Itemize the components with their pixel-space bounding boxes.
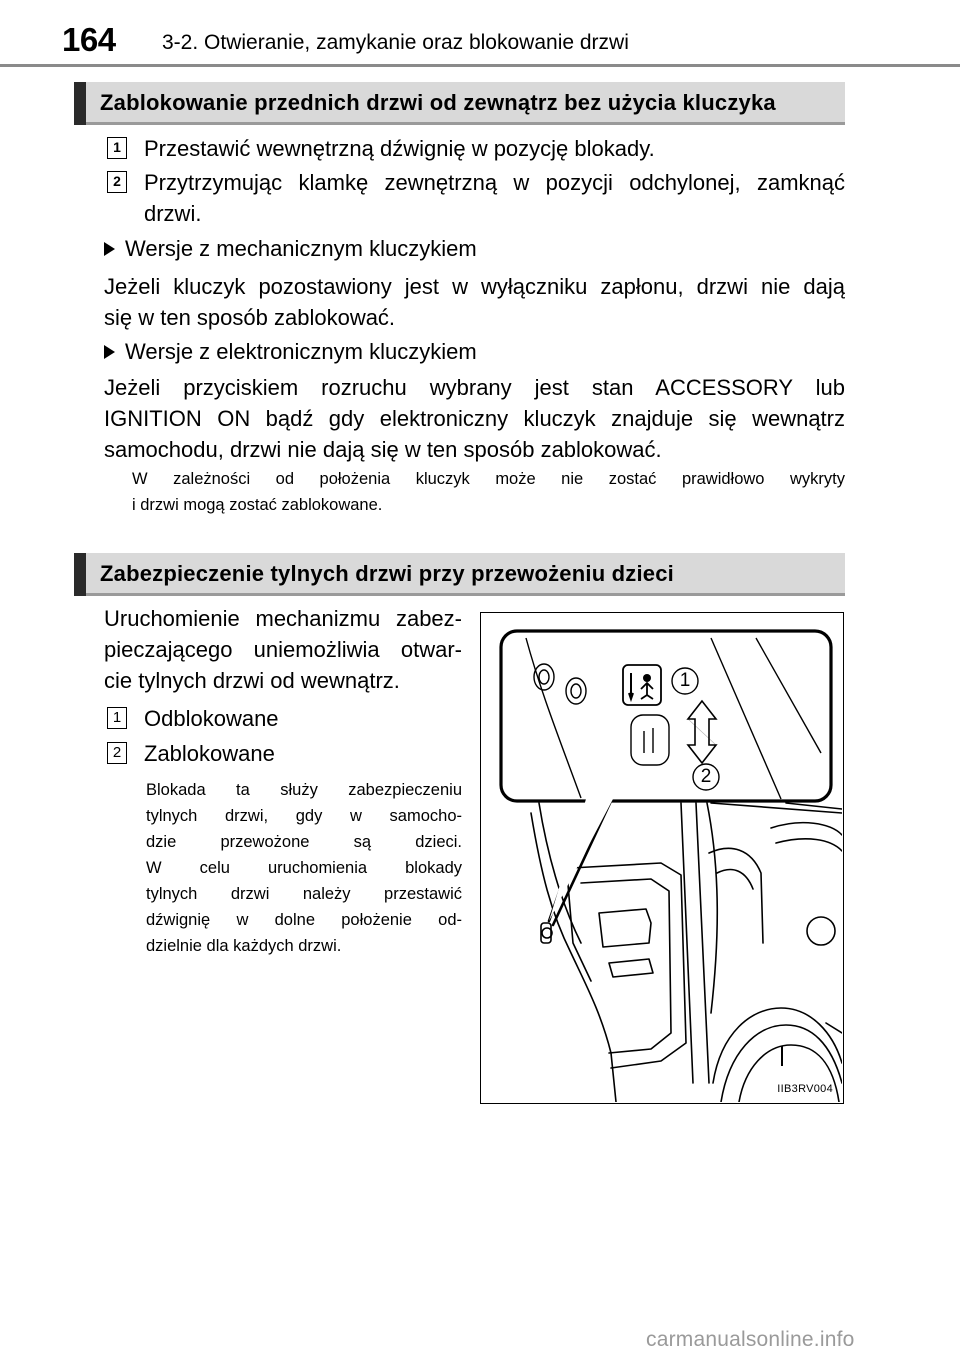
child-lock-note-line5: tylnych drzwi należy przestawić — [146, 885, 462, 903]
variant-electronic-key-text-line2: IGNITION ON bądź gdy elektroniczny kluczyk znajduje się wewnątrz — [104, 406, 845, 431]
step-2-text-line2: drzwi. — [144, 201, 202, 226]
section-header-child-lock — [74, 553, 845, 596]
triangle-bullet-icon — [104, 242, 115, 256]
item-number-badge: 2 — [107, 742, 127, 764]
variant-heading-text: Wersje z mechanicznym kluczykiem — [125, 236, 477, 261]
step-2-text-line1: Przytrzymując klamkę zewnętrzną w pozycji odchylonej, zamknąć — [144, 170, 845, 195]
variant-mechanical-key-text-line2: się w ten sposób zablokować. — [104, 305, 396, 330]
triangle-bullet-icon — [104, 345, 115, 359]
child-lock-note-line4: W celu uruchomienia blokady — [146, 859, 462, 877]
section-marker — [74, 82, 86, 125]
child-lock-note-line3: dzie przewożone są dzieci. — [146, 833, 462, 851]
item-number-badge: 1 — [107, 707, 127, 729]
rear-door-drawing — [481, 613, 842, 1102]
step-1-text: Przestawić wewnętrzną dźwignię w pozycję blokady. — [144, 136, 655, 161]
step-number-badge: 2 — [107, 171, 127, 193]
page-number: 164 — [62, 21, 116, 58]
intro-line3: cie tylnych drzwi od wewnątrz. — [104, 668, 400, 693]
intro-line2: pieczającego uniemożliwia otwar- — [104, 637, 462, 662]
watermark: carmanualsonline.info — [646, 1328, 855, 1351]
section-title: Zabezpieczenie tylnych drzwi przy przewożeniu dzieci — [100, 561, 674, 586]
variant-electronic-key-text-line3: samochodu, drzwi nie dają się w ten sposób zablokować. — [104, 437, 662, 462]
section-title: Zablokowanie przednich drzwi od zewnątrz bez użycia kluczyka — [100, 90, 776, 115]
chapter-title: 3-2. Otwieranie, zamykanie oraz blokowanie drzwi — [162, 31, 629, 54]
variant-heading-text: Wersje z elektronicznym kluczykiem — [125, 339, 477, 364]
child-lock-illustration — [480, 612, 844, 1104]
figure-id-tick — [781, 1046, 783, 1066]
child-lock-note-line1: Blokada ta służy zabezpieczeniu — [146, 781, 462, 799]
variant-mechanical-key-text-line1: Jeżeli kluczyk pozostawiony jest w wyłączniku zapłonu, drzwi nie dają — [104, 274, 845, 299]
item-locked-label: Zablokowane — [144, 741, 275, 766]
section-marker — [74, 553, 86, 596]
callout-1-label: 1 — [679, 670, 691, 691]
child-lock-note-line6: dźwignię w dolne położenie od- — [146, 911, 462, 929]
child-lock-note-line2: tylnych drzwi, gdy w samocho- — [146, 807, 462, 825]
callout-2-label: 2 — [700, 766, 712, 787]
variant-mechanical-key-heading — [104, 233, 477, 264]
item-unlocked-label: Odblokowane — [144, 706, 279, 731]
section-header-front-door-lock — [74, 82, 845, 125]
step-number-badge: 1 — [107, 137, 127, 159]
child-lock-note-line7: dzielnie dla każdych drzwi. — [146, 937, 342, 955]
variant-electronic-key-text-line1: Jeżeli przyciskiem rozruchu wybrany jest stan ACCESSORY lub — [104, 375, 845, 400]
figure-id: IIB3RV004 — [777, 1083, 833, 1095]
intro-line1: Uruchomienie mechanizmu zabez- — [104, 606, 462, 631]
note-line2: i drzwi mogą zostać zablokowane. — [132, 496, 383, 514]
header-divider — [0, 64, 960, 67]
note-line1: W zależności od położenia kluczyk może nie zostać prawidłowo wykryty — [132, 470, 845, 488]
variant-electronic-key-heading — [104, 336, 477, 367]
